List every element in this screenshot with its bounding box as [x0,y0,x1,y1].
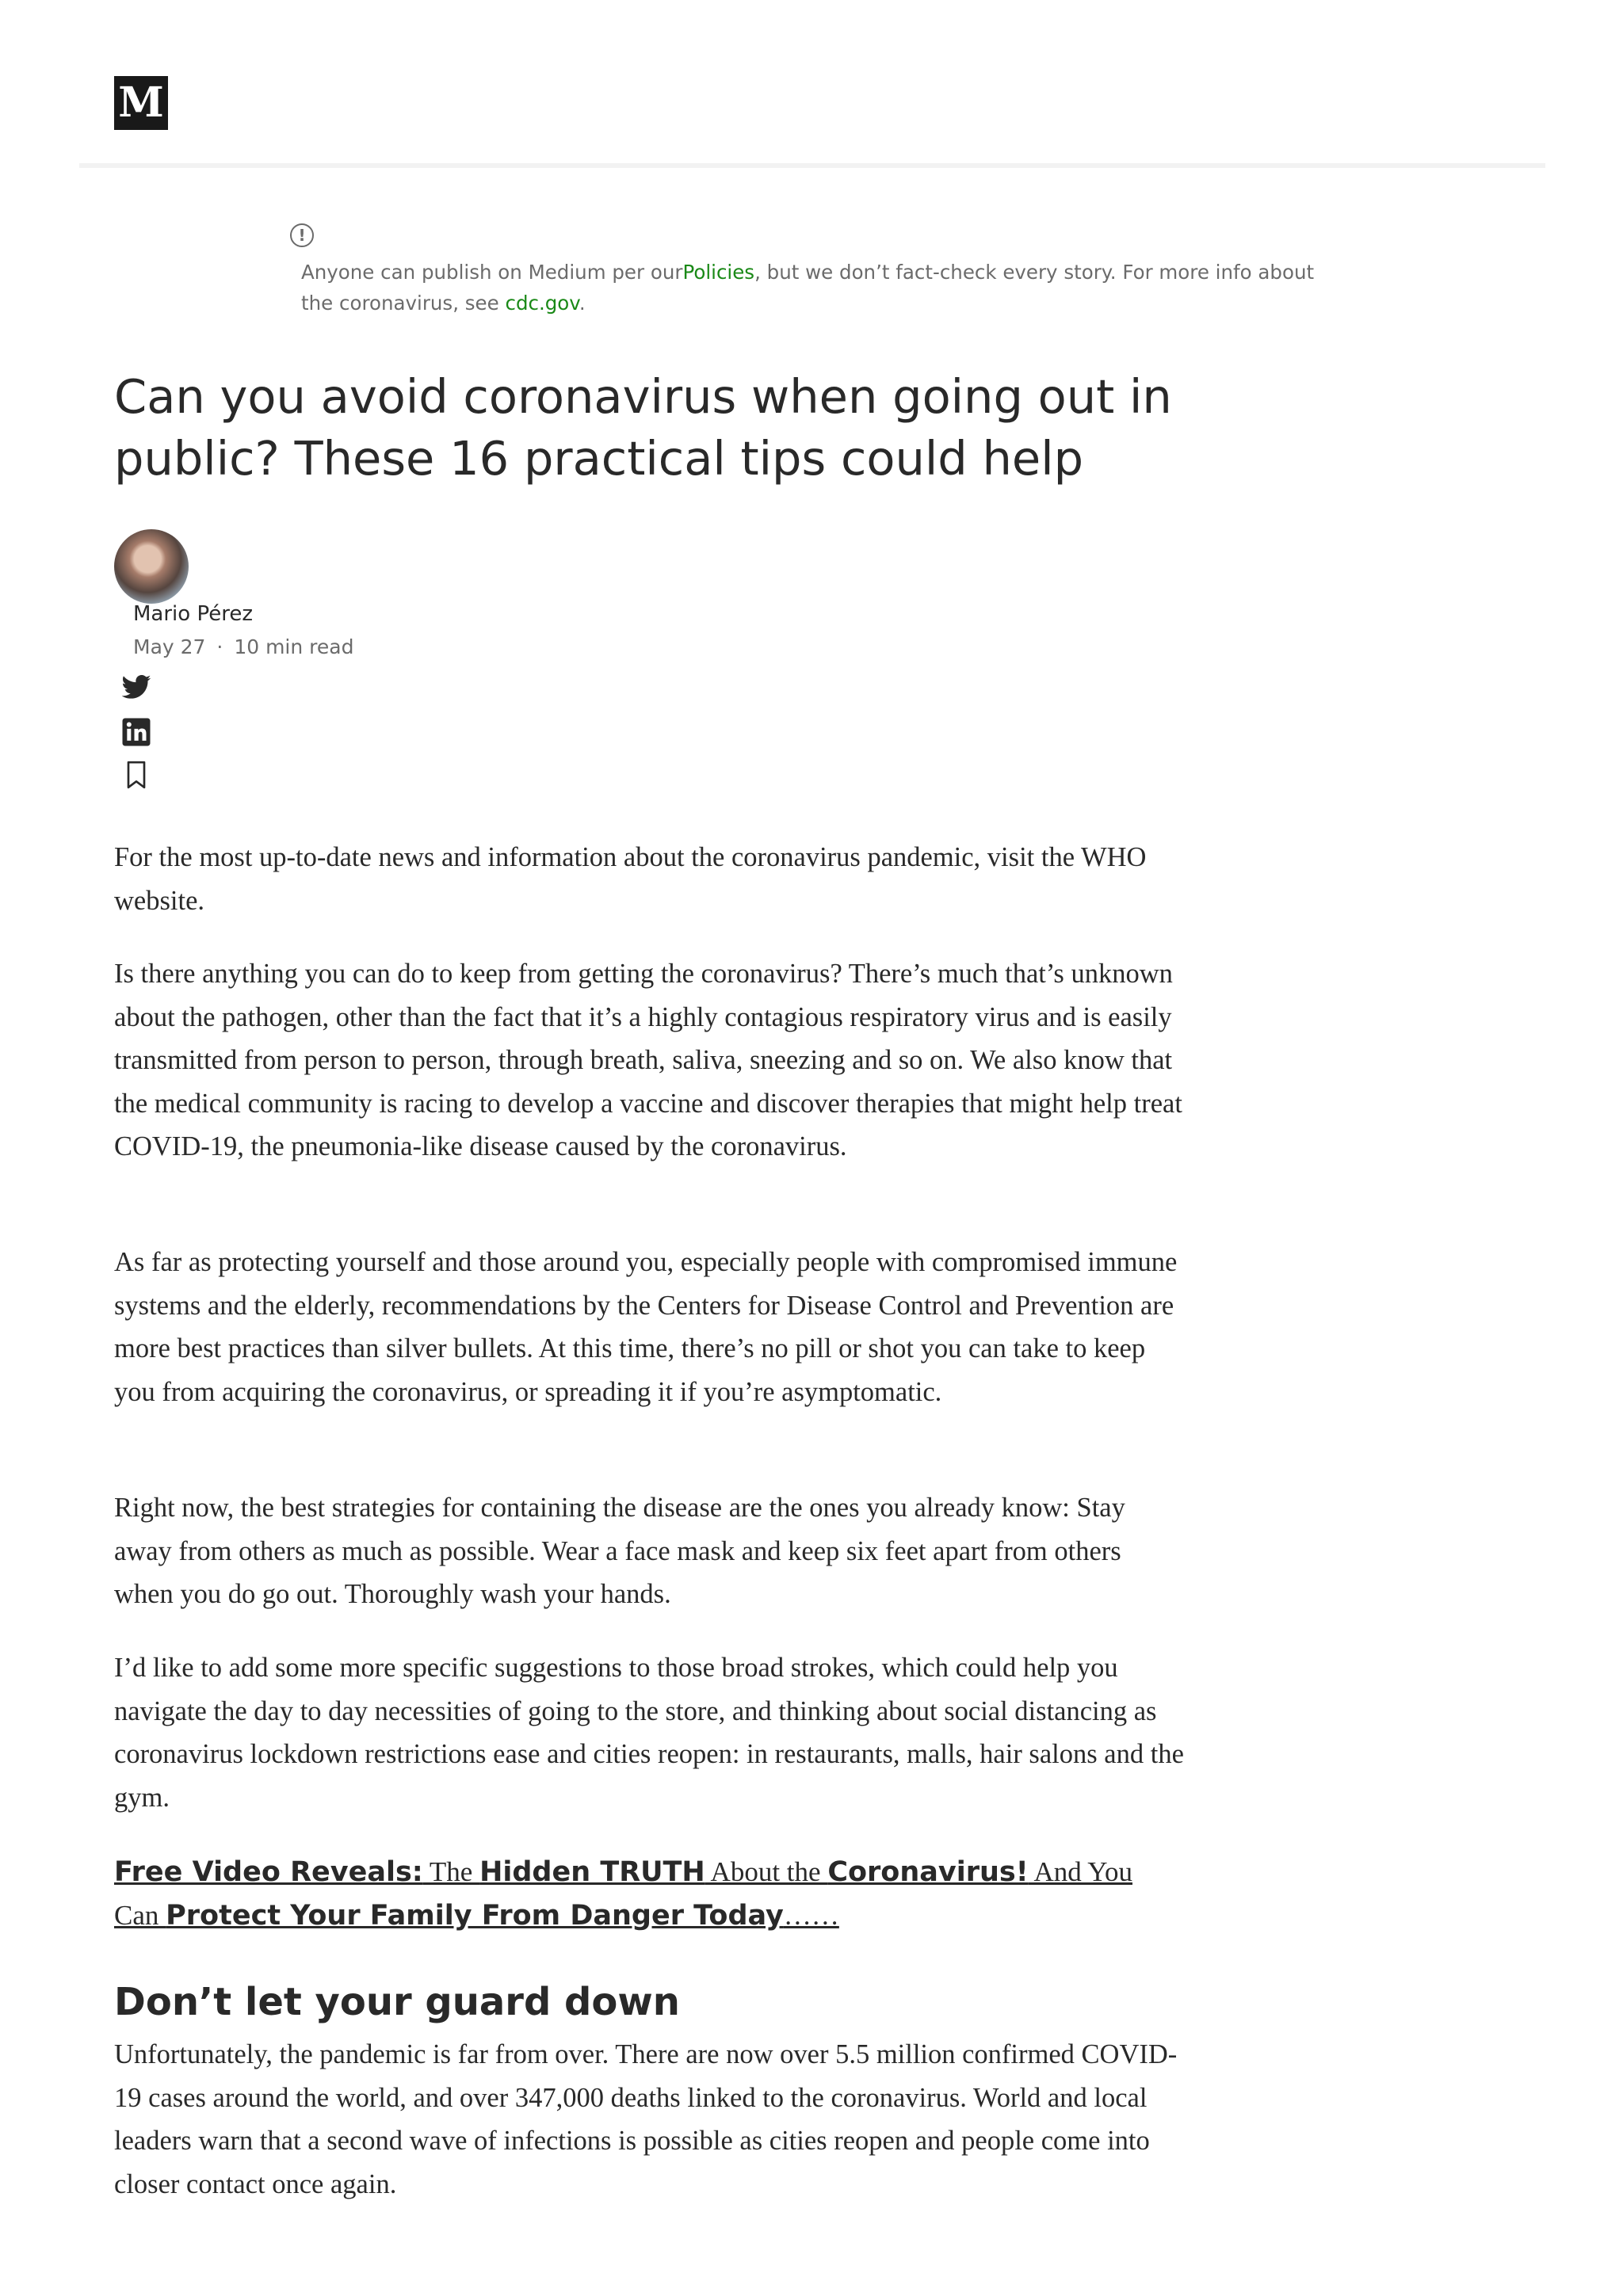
bookmark-icon[interactable] [120,759,152,791]
medium-logo[interactable]: M [114,76,168,130]
info-icon: ! [290,223,314,247]
promo-part: …… [783,1899,839,1931]
article-title: Can you avoid coronavirus when going out in public? These 16 practical tips could help [114,369,1172,486]
promo-part: Protect Your Family From Danger Today [166,1899,784,1932]
cdc-link[interactable]: cdc.gov [505,292,579,315]
promo-part: Hidden TRUTH [479,1856,705,1888]
publish-date: May 27 [133,635,206,658]
promo-part: And You Can [114,1856,1132,1931]
promo-part: Free Video Reveals: [114,1856,423,1888]
paragraph-2: Is there anything you can do to keep from getting the coronavirus? There’s much that’s unknown about the pathogen, other than the fact that it’s a highly contagious respiratory virus and is easily transmitted from person to person, through breath, saliva, sneezing and so on. We also know that the medical community is racing to develop a vaccine and discover therapies that might help treat COVID-19, the pneumonia-like disease caused by the coronavirus. [114,959,1182,1161]
notice-text-after: . [579,292,586,315]
paragraph-1: For the most up-to-date news and information about the coronavirus pandemic, visit the WHO website. [114,842,1147,916]
article-meta [133,635,353,658]
notice-text-middle: , but we don’t fact-check every story. For more info about the coronavirus, see [301,261,1315,315]
notice-text-before: Anyone can publish on Medium per our [301,261,683,284]
author-avatar[interactable] [114,529,189,604]
paragraph-6: Unfortunately, the pandemic is far from over. There are now over 5.5 million confirmed COVID-19 cases around the world, and over 347,000 deaths linked to the coronavirus. World and local leaders warn that a second wave of infections is possible as cities reopen and people come into closer contact once again. [114,2039,1178,2199]
promo-part: About the [705,1856,828,1887]
author-name[interactable]: Mario Pérez [133,602,253,626]
paragraph-5: I’d like to add some more specific suggestions to those broad strokes, which could help you navigate the day to day necessities of going to the store, and thinking about social distancing as coronavirus lockdown restrictions ease and cities reopen: in restaurants, malls, hair salons and the gym. [114,1653,1184,1813]
paragraph-4: Right now, the best strategies for containing the disease are the ones you already know: Stay away from others as much as possible. Wear a face mask and keep six feet apart from others when you do go out. Thoroughly wash your hands. [114,1493,1125,1609]
policies-link[interactable]: Policies [682,261,755,284]
section-heading: Don’t let your guard down [114,1980,680,2024]
twitter-icon[interactable] [120,672,152,704]
promo-link[interactable] [114,1851,1184,1937]
paragraph-3: As far as protecting yourself and those around you, especially people with compromised immune systems and the elderly, recommendations by the Centers for Disease Control and Prevention are more best practices than silver bullets. At this time, there’s no pill or shot you can take to keep you from acquiring the coronavirus, or spreading it if you’re asymptomatic. [114,1247,1178,1407]
linkedin-icon[interactable] [120,716,152,748]
notice-text [301,257,1316,318]
read-time: 10 min read [234,635,354,658]
top-bar [79,0,1545,168]
promo-part: Coronavirus! [827,1856,1029,1888]
meta-separator: · [216,635,223,658]
promo-part: The [422,1856,480,1887]
